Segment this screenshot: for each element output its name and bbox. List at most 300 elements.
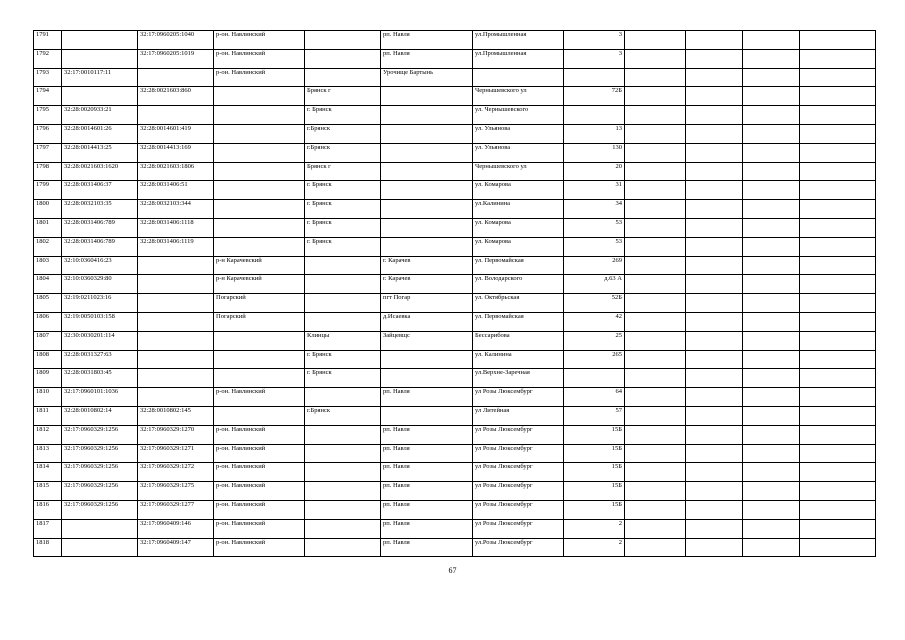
cell-extra-col-1 [625,369,686,388]
cell-row-number: 1793 [34,68,62,87]
cell-street: ул.Верхне-Заречная [473,369,564,388]
cell-cadastral-number-building: 32:17:0960329:1275 [138,482,214,501]
cell-cadastral-number-land [62,87,138,106]
cell-house-number: 2 [564,538,625,557]
cell-house-number: 52Б [564,294,625,313]
cell-street: ул. Калинина [473,350,564,369]
cell-district: р-н Карачевский [214,275,305,294]
cell-street [473,68,564,87]
cell-settlement: рп. Навля [381,500,473,519]
cell-city [305,68,381,87]
cell-cadastral-number-land: 32:17:0960329:1256 [62,425,138,444]
table-row [34,519,876,538]
table-row [34,31,876,50]
table-row [34,482,876,501]
cell-settlement [381,143,473,162]
cell-street: ул Розы Люксембург [473,482,564,501]
cell-extra-col-1 [625,406,686,425]
cell-extra-col-4 [800,538,876,557]
cell-district: р-он. Навлинский [214,444,305,463]
table-row [34,275,876,294]
cell-cadastral-number-building: 32:17:0960329:1277 [138,500,214,519]
cell-house-number: 31 [564,181,625,200]
cell-extra-col-2 [686,68,743,87]
cell-cadastral-number-building: 32:28:0014601:419 [138,124,214,143]
cell-settlement [381,237,473,256]
cell-cadastral-number-land [62,31,138,50]
cell-district [214,162,305,181]
cell-district [214,143,305,162]
cell-extra-col-3 [743,31,800,50]
cell-extra-col-3 [743,444,800,463]
cell-house-number: 53 [564,218,625,237]
cell-city: Брянск г [305,162,381,181]
cell-city [305,519,381,538]
cell-extra-col-4 [800,124,876,143]
cell-extra-col-4 [800,218,876,237]
cell-extra-col-1 [625,294,686,313]
cell-district [214,106,305,125]
cell-extra-col-1 [625,482,686,501]
cell-extra-col-4 [800,49,876,68]
cell-extra-col-2 [686,275,743,294]
cell-extra-col-1 [625,256,686,275]
cell-city: Брянск г [305,87,381,106]
table-row [34,331,876,350]
cell-extra-col-2 [686,519,743,538]
cell-extra-col-2 [686,500,743,519]
cell-cadastral-number-building: 32:28:0010802:145 [138,406,214,425]
cell-cadastral-number-building [138,275,214,294]
cell-cadastral-number-building: 32:28:0031406:1119 [138,237,214,256]
cell-cadastral-number-building: 32:28:0032103:344 [138,200,214,219]
cell-extra-col-1 [625,519,686,538]
cell-extra-col-4 [800,369,876,388]
cell-house-number: 53 [564,237,625,256]
cell-city [305,275,381,294]
cell-city: г. Брянск [305,181,381,200]
table-row [34,256,876,275]
cell-extra-col-4 [800,181,876,200]
cell-cadastral-number-land: 32:28:0014413:25 [62,143,138,162]
table-row [34,87,876,106]
cell-street: ул. Октябрьская [473,294,564,313]
cell-extra-col-1 [625,49,686,68]
cell-extra-col-1 [625,87,686,106]
cell-extra-col-1 [625,331,686,350]
cell-settlement [381,350,473,369]
cell-extra-col-3 [743,68,800,87]
cell-street: ул. Ульянова [473,143,564,162]
table-row [34,68,876,87]
cell-cadastral-number-building: 32:28:0031406:1118 [138,218,214,237]
cell-extra-col-2 [686,406,743,425]
cell-cadastral-number-building [138,106,214,125]
cell-house-number: 34 [564,200,625,219]
cell-settlement: рп. Навля [381,425,473,444]
cell-cadastral-number-land: 32:28:0032103:35 [62,200,138,219]
cell-row-number: 1798 [34,162,62,181]
cell-district [214,350,305,369]
cell-row-number: 1804 [34,275,62,294]
cell-settlement [381,124,473,143]
cell-cadastral-number-land: 32:10:0360329:80 [62,275,138,294]
cell-city [305,256,381,275]
cell-extra-col-2 [686,143,743,162]
cell-extra-col-3 [743,256,800,275]
cell-extra-col-1 [625,463,686,482]
cell-row-number: 1806 [34,312,62,331]
cell-extra-col-3 [743,162,800,181]
cell-extra-col-3 [743,106,800,125]
cell-extra-col-3 [743,200,800,219]
cell-cadastral-number-land [62,538,138,557]
table-row [34,312,876,331]
cell-cadastral-number-land: 32:28:0021603:1620 [62,162,138,181]
cell-city [305,388,381,407]
cell-extra-col-2 [686,237,743,256]
cell-city: г. Брянск [305,369,381,388]
cell-settlement [381,106,473,125]
cell-extra-col-3 [743,331,800,350]
table-row [34,500,876,519]
cell-extra-col-4 [800,425,876,444]
cell-street: ул Розы Люксембург [473,388,564,407]
table-row [34,425,876,444]
cell-cadastral-number-land: 32:17:0960329:1256 [62,463,138,482]
cell-cadastral-number-building [138,312,214,331]
cell-extra-col-2 [686,331,743,350]
cell-extra-col-4 [800,143,876,162]
cell-house-number: 20 [564,162,625,181]
cell-house-number: 15Б [564,444,625,463]
cell-row-number: 1808 [34,350,62,369]
cell-row-number: 1815 [34,482,62,501]
cell-house-number: 3 [564,31,625,50]
cell-extra-col-3 [743,87,800,106]
cell-extra-col-3 [743,500,800,519]
cell-row-number: 1792 [34,49,62,68]
cell-extra-col-2 [686,124,743,143]
registry-table-body [34,31,876,557]
cell-extra-col-3 [743,406,800,425]
cell-extra-col-2 [686,444,743,463]
cell-house-number: д.63 А [564,275,625,294]
cell-row-number: 1803 [34,256,62,275]
cell-extra-col-1 [625,31,686,50]
cell-street: ул. Чернышевского [473,106,564,125]
cell-cadastral-number-land: 32:28:0020933:21 [62,106,138,125]
cell-settlement: рп. Навля [381,538,473,557]
cell-extra-col-4 [800,106,876,125]
cell-extra-col-3 [743,218,800,237]
cell-settlement [381,162,473,181]
cell-district [214,87,305,106]
cell-house-number: 72Б [564,87,625,106]
cell-house-number: 15Б [564,463,625,482]
cell-row-number: 1817 [34,519,62,538]
cell-extra-col-1 [625,124,686,143]
page-number: 67 [448,566,457,575]
cell-settlement [381,369,473,388]
cell-row-number: 1813 [34,444,62,463]
table-row [34,218,876,237]
cell-extra-col-3 [743,312,800,331]
cell-extra-col-4 [800,31,876,50]
cell-settlement: Урочище Бартынь [381,68,473,87]
cell-district [214,200,305,219]
cell-city [305,463,381,482]
table-row [34,350,876,369]
cell-extra-col-2 [686,350,743,369]
cell-extra-col-2 [686,31,743,50]
cell-district: р-он. Навлинский [214,425,305,444]
cell-extra-col-1 [625,68,686,87]
cell-street: Чернышевского ул [473,162,564,181]
cell-district [214,124,305,143]
cell-extra-col-2 [686,181,743,200]
cell-district [214,406,305,425]
cell-city: г. Брянск [305,237,381,256]
cell-settlement [381,218,473,237]
cell-street: ул. Володарского [473,275,564,294]
cell-city [305,500,381,519]
cell-street: ул Розы Люксембург [473,444,564,463]
cell-cadastral-number-land: 32:30:0030201:114 [62,331,138,350]
table-row [34,237,876,256]
cell-city [305,482,381,501]
cell-extra-col-1 [625,350,686,369]
cell-house-number: 15Б [564,500,625,519]
cell-extra-col-4 [800,68,876,87]
cell-extra-col-1 [625,200,686,219]
cell-district [214,369,305,388]
table-row [34,200,876,219]
cell-street: ул. Ульянова [473,124,564,143]
cell-house-number: 3 [564,49,625,68]
cell-extra-col-1 [625,312,686,331]
table-row [34,181,876,200]
cell-settlement: г. Карачев [381,275,473,294]
table-row [34,106,876,125]
table-row [34,406,876,425]
cell-extra-col-2 [686,256,743,275]
cell-extra-col-4 [800,388,876,407]
cell-street: ул Розы Люксембург [473,425,564,444]
cell-house-number: 13 [564,124,625,143]
cell-extra-col-2 [686,482,743,501]
cell-extra-col-4 [800,500,876,519]
cell-city: г.Брянск [305,406,381,425]
cell-row-number: 1818 [34,538,62,557]
cell-cadastral-number-building: 32:17:0960409:147 [138,538,214,557]
cell-extra-col-4 [800,237,876,256]
cell-settlement: г. Карачев [381,256,473,275]
cell-cadastral-number-building [138,68,214,87]
cell-cadastral-number-land: 32:19:0211023:16 [62,294,138,313]
table-row [34,294,876,313]
cell-extra-col-3 [743,294,800,313]
cell-street: ул.Промышленная [473,31,564,50]
cell-row-number: 1795 [34,106,62,125]
cell-cadastral-number-building: 32:28:0031406:51 [138,181,214,200]
cell-cadastral-number-land: 32:28:0031406:789 [62,218,138,237]
cell-house-number: 42 [564,312,625,331]
cell-extra-col-4 [800,331,876,350]
cell-extra-col-3 [743,388,800,407]
cell-extra-col-2 [686,388,743,407]
cell-street: ул Розы Люксембург [473,519,564,538]
cell-extra-col-2 [686,312,743,331]
cell-extra-col-3 [743,143,800,162]
cell-extra-col-1 [625,275,686,294]
cell-city [305,312,381,331]
cell-extra-col-1 [625,162,686,181]
cell-city [305,425,381,444]
cell-cadastral-number-land [62,519,138,538]
cell-district: р-он. Навлинский [214,519,305,538]
cell-extra-col-2 [686,369,743,388]
cell-extra-col-4 [800,256,876,275]
cell-extra-col-3 [743,519,800,538]
table-row [34,124,876,143]
cell-district: р-н Карачевский [214,256,305,275]
cell-row-number: 1791 [34,31,62,50]
cell-cadastral-number-land: 32:19:0050103:158 [62,312,138,331]
cell-settlement: рп. Навля [381,519,473,538]
cell-cadastral-number-building: 32:28:0021603:860 [138,87,214,106]
cell-cadastral-number-building: 32:17:0960329:1270 [138,425,214,444]
cell-house-number: 57 [564,406,625,425]
cell-extra-col-1 [625,181,686,200]
cell-cadastral-number-land: 32:28:0031406:789 [62,237,138,256]
table-row [34,143,876,162]
cell-settlement: рп. Навля [381,31,473,50]
cell-street: ул. Первомайская [473,312,564,331]
cell-extra-col-2 [686,425,743,444]
cell-extra-col-3 [743,181,800,200]
cell-house-number [564,106,625,125]
cell-extra-col-4 [800,444,876,463]
cell-street: ул Литейная [473,406,564,425]
cell-cadastral-number-land [62,49,138,68]
cell-row-number: 1794 [34,87,62,106]
cell-district [214,237,305,256]
cell-extra-col-2 [686,218,743,237]
cell-city: г. Брянск [305,106,381,125]
property-registry-table [33,30,876,557]
cell-cadastral-number-building [138,256,214,275]
cell-house-number: 64 [564,388,625,407]
cell-cadastral-number-land: 32:28:0031327:63 [62,350,138,369]
cell-settlement: рп. Навля [381,49,473,68]
cell-street: ул. Комарова [473,181,564,200]
cell-cadastral-number-building: 32:17:0960409:146 [138,519,214,538]
cell-house-number: 15Б [564,482,625,501]
cell-settlement: рп. Навля [381,463,473,482]
cell-cadastral-number-land: 32:10:0360416:23 [62,256,138,275]
cell-district: Погарский [214,294,305,313]
cell-city [305,538,381,557]
table-row [34,49,876,68]
cell-extra-col-3 [743,538,800,557]
cell-extra-col-1 [625,106,686,125]
cell-house-number [564,369,625,388]
cell-settlement: рп. Навля [381,444,473,463]
cell-extra-col-4 [800,162,876,181]
cell-district: р-он. Навлинский [214,31,305,50]
cell-cadastral-number-land: 32:28:0031406:37 [62,181,138,200]
cell-extra-col-2 [686,463,743,482]
cell-cadastral-number-land: 32:28:0014601:26 [62,124,138,143]
cell-cadastral-number-land: 32:17:0960329:1256 [62,444,138,463]
cell-extra-col-1 [625,444,686,463]
cell-house-number: 265 [564,350,625,369]
cell-district: р-он. Навлинский [214,538,305,557]
cell-district: Погарский [214,312,305,331]
cell-extra-col-4 [800,200,876,219]
cell-city: г. Брянск [305,218,381,237]
cell-row-number: 1802 [34,237,62,256]
cell-district [214,181,305,200]
cell-cadastral-number-building: 32:17:0960329:1272 [138,463,214,482]
cell-settlement: д.Исаевка [381,312,473,331]
cell-cadastral-number-building: 32:28:0021603:1806 [138,162,214,181]
cell-house-number: 130 [564,143,625,162]
cell-cadastral-number-land: 32:28:0031803:45 [62,369,138,388]
cell-cadastral-number-building: 32:17:0960205:1019 [138,49,214,68]
cell-extra-col-1 [625,218,686,237]
cell-row-number: 1796 [34,124,62,143]
cell-extra-col-1 [625,143,686,162]
table-row [34,369,876,388]
cell-extra-col-3 [743,369,800,388]
cell-settlement [381,181,473,200]
cell-city [305,49,381,68]
cell-cadastral-number-building [138,350,214,369]
cell-row-number: 1811 [34,406,62,425]
cell-row-number: 1797 [34,143,62,162]
cell-extra-col-3 [743,482,800,501]
cell-city: Клинцы [305,331,381,350]
cell-extra-col-1 [625,425,686,444]
cell-extra-col-3 [743,49,800,68]
cell-cadastral-number-building [138,369,214,388]
cell-street: Бессарибова [473,331,564,350]
cell-extra-col-2 [686,162,743,181]
cell-settlement [381,200,473,219]
cell-row-number: 1809 [34,369,62,388]
table-row [34,388,876,407]
cell-house-number [564,68,625,87]
cell-row-number: 1799 [34,181,62,200]
cell-street: ул Розы Люксембург [473,500,564,519]
table-row [34,463,876,482]
cell-street: ул. Первомайская [473,256,564,275]
cell-extra-col-3 [743,275,800,294]
cell-extra-col-3 [743,463,800,482]
cell-settlement [381,406,473,425]
cell-extra-col-4 [800,350,876,369]
cell-district: р-он. Навлинский [214,463,305,482]
cell-district: р-он. Навлинский [214,482,305,501]
cell-extra-col-3 [743,425,800,444]
cell-settlement: Зайцевщс [381,331,473,350]
cell-district: р-он. Навлинский [214,49,305,68]
cell-extra-col-1 [625,388,686,407]
cell-cadastral-number-land: 32:28:0010802:14 [62,406,138,425]
cell-extra-col-2 [686,87,743,106]
